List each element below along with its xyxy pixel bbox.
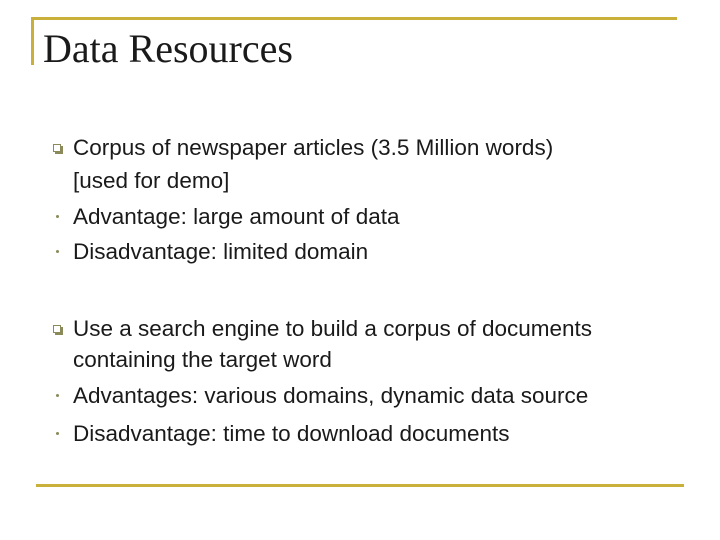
square-bullet-icon (53, 144, 61, 152)
top-rule-horizontal (31, 17, 677, 20)
bullet-text: containing the target word (73, 347, 332, 372)
dot-bullet-icon (56, 432, 59, 435)
dot-bullet-icon (56, 250, 59, 253)
dot-bullet-icon (56, 394, 59, 397)
sub-bullet-text: Disadvantage: time to download documents (73, 421, 510, 446)
sub-bullet-text: Advantage: large amount of data (73, 204, 400, 229)
top-rule-vertical (31, 17, 34, 65)
slide-title: Data Resources (43, 26, 293, 71)
bullet-text: Use a search engine to build a corpus of documents (73, 316, 593, 341)
bottom-rule (36, 484, 684, 487)
bullet-text: [used for demo] (73, 168, 230, 193)
square-bullet-icon (53, 325, 61, 333)
bullet-text: Corpus of newspaper articles (3.5 Million words) (73, 135, 554, 160)
sub-bullet-text: Disadvantage: limited domain (73, 239, 369, 264)
dot-bullet-icon (56, 215, 59, 218)
sub-bullet-text: Advantages: various domains, dynamic data source (73, 383, 589, 408)
